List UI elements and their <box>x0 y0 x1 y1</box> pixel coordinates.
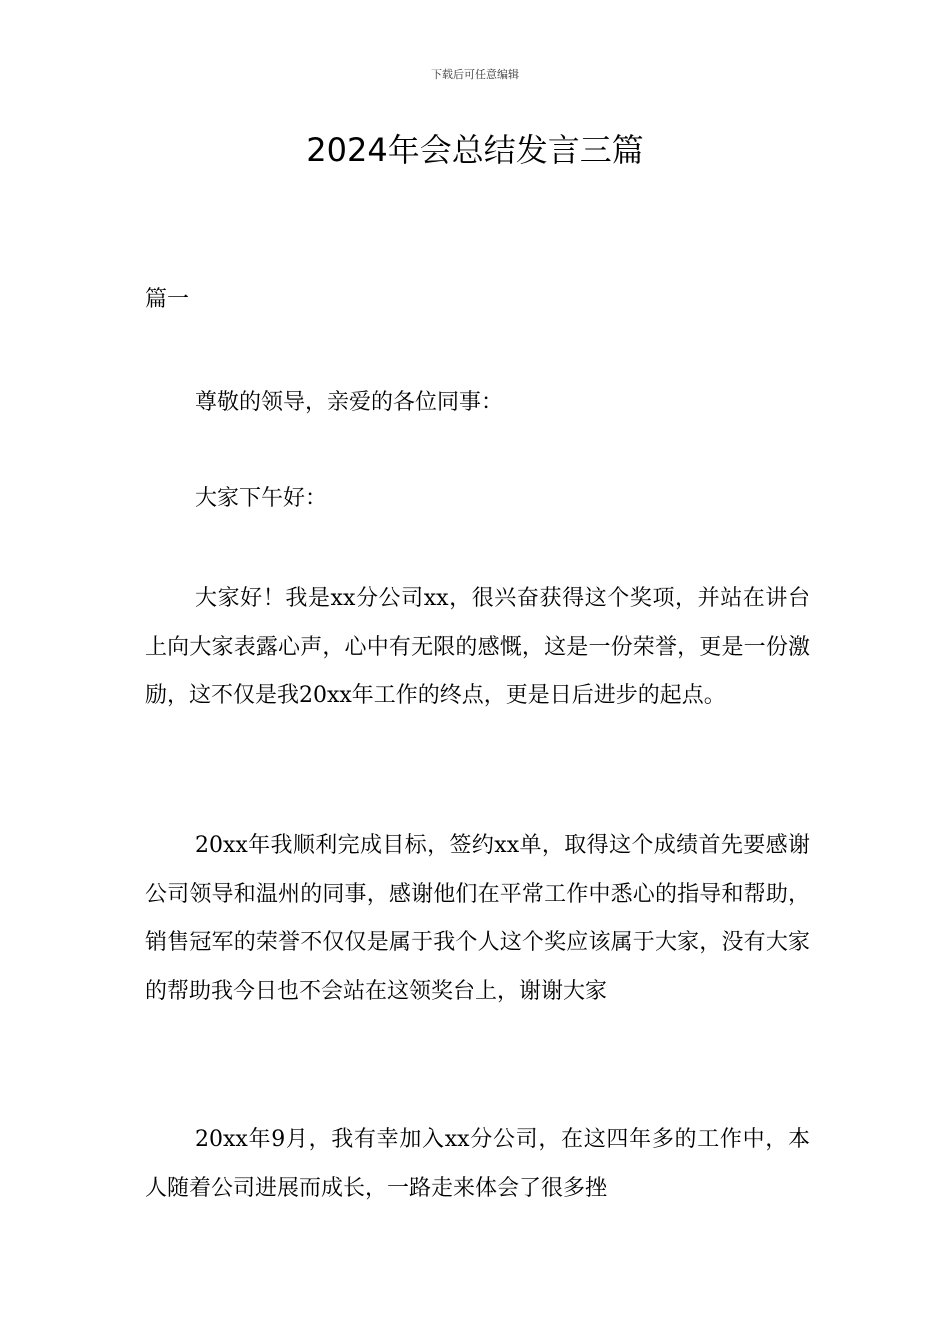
paragraph-achievement: 20xx年我顺利完成目标，签约xx单，取得这个成绩首先要感谢公司领导和温州的同事，感谢他们在平常工作中悉心的指导和帮助，销售冠军的荣誉不仅仅是属于我个人这个奖应该属于大家，没有大家的帮助我今日也不会站在这领奖台上，谢谢大家 <box>145 833 810 1004</box>
paragraph-greeting: 大家下午好： <box>195 486 328 511</box>
paragraph-history: 20xx年9月，我有幸加入xx分公司，在这四年多的工作中，本人随着公司进展而成长，一路走来体会了很多挫 <box>145 1127 810 1201</box>
paragraph-salutation: 尊敬的领导，亲爱的各位同事： <box>195 390 504 415</box>
paragraph-intro: 大家好！我是xx分公司xx，很兴奋获得这个奖项，并站在讲台上向大家表露心声，心中有无限的感慨，这是一份荣誉，更是一份激励，这不仅是我20xx年工作的终点，更是日后进步的起点。 <box>145 586 810 708</box>
document-title: 2024年会总结发言三篇 <box>306 131 644 169</box>
header-note: 下载后可任意编辑 <box>431 68 519 81</box>
section-label: 篇一 <box>145 287 190 312</box>
